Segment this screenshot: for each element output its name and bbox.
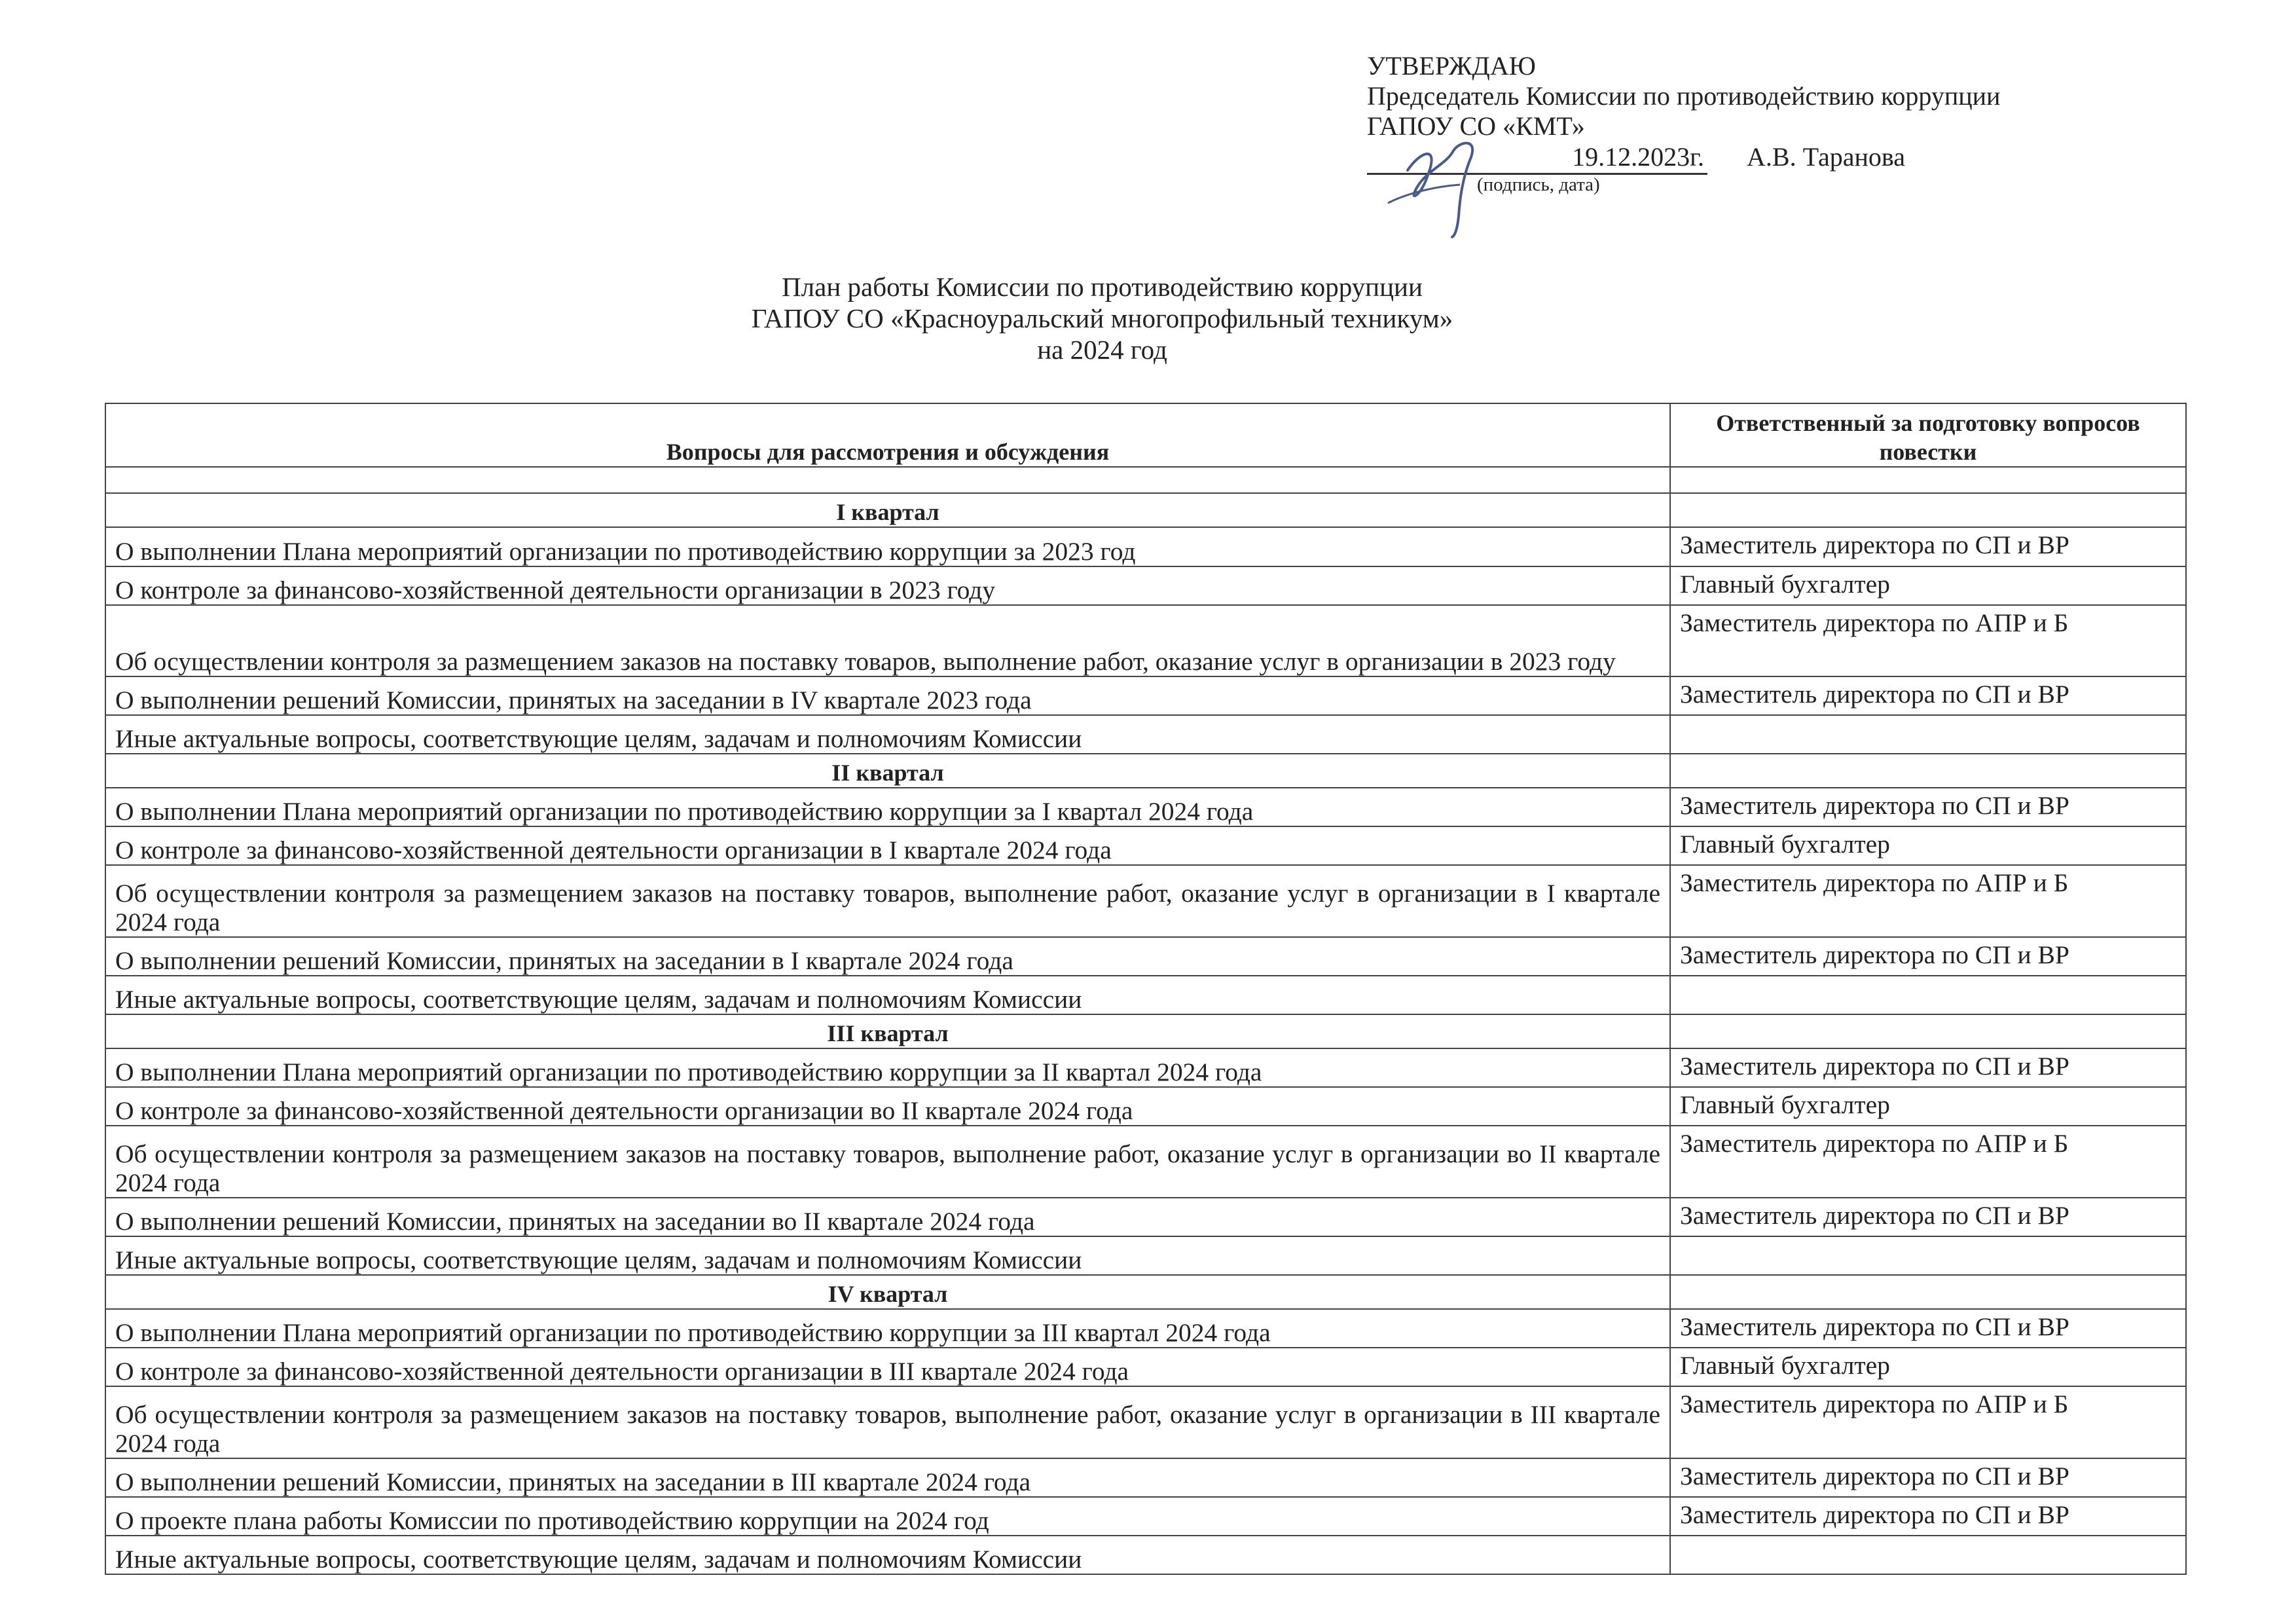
quarter-empty-cell — [1670, 1014, 2186, 1048]
table-row — [105, 788, 2186, 826]
responsible-cell: Заместитель директора по АПР и Б — [1670, 1126, 2186, 1197]
responsible-cell: Заместитель директора по СП и ВР — [1670, 1458, 2186, 1497]
quarter-empty-cell — [1670, 754, 2186, 788]
question-cell: О проекте плана работы Комиссии по противодействию коррупции на 2024 год — [105, 1497, 1670, 1536]
question-cell: О выполнении решений Комиссии, принятых на заседании в III квартале 2024 года — [105, 1458, 1670, 1497]
quarter-row — [105, 1014, 2186, 1048]
question-cell: Иные актуальные вопросы, соответствующие целям, задачам и полномочиям Комиссии — [105, 1536, 1670, 1574]
table-header-row — [105, 403, 2186, 467]
responsible-cell: Заместитель директора по АПР и Б — [1670, 1386, 2186, 1458]
table-row — [105, 865, 2186, 936]
quarter-row — [105, 1275, 2186, 1309]
plan-title — [0, 271, 2296, 365]
responsible-cell: Заместитель директора по СП и ВР — [1670, 1198, 2186, 1236]
responsible-cell: Заместитель директора по СП и ВР — [1670, 788, 2186, 826]
responsible-cell — [1670, 1236, 2186, 1275]
quarter-label: II квартал — [105, 754, 1670, 788]
table-row — [105, 605, 2186, 676]
table-row — [105, 715, 2186, 754]
approval-position: Председатель Комиссии по противодействию коррупции — [1367, 81, 2001, 111]
question-cell: Иные актуальные вопросы, соответствующие целям, задачам и полномочиям Комиссии — [105, 976, 1670, 1014]
responsible-cell — [1670, 1536, 2186, 1574]
signature-caption: (подпись, дата) — [1477, 174, 1600, 195]
quarter-label: IV квартал — [105, 1275, 1670, 1309]
table-row — [105, 1236, 2186, 1275]
table-row — [105, 1309, 2186, 1348]
header-responsible: Ответственный за подготовку вопросов повестки — [1670, 403, 2186, 467]
handwritten-signature — [1381, 124, 1506, 239]
table-row — [105, 1497, 2186, 1536]
table-body — [105, 493, 2186, 1574]
table-row — [105, 566, 2186, 605]
responsible-cell: Заместитель директора по СП и ВР — [1670, 1309, 2186, 1348]
question-cell: О контроле за финансово-хозяйственной деятельности организации в I квартале 2024 года — [105, 826, 1670, 865]
table-row — [105, 1126, 2186, 1197]
question-cell: Об осуществлении контроля за размещением заказов на поставку товаров, выполнение работ, оказание услуг в организации в I квартале 2024 года — [105, 865, 1670, 936]
table-row — [105, 527, 2186, 566]
responsible-cell: Заместитель директора по АПР и Б — [1670, 605, 2186, 676]
responsible-cell: Главный бухгалтер — [1670, 826, 2186, 865]
question-cell: О выполнении Плана мероприятий организации по противодействию коррупции за 2023 год — [105, 527, 1670, 566]
approval-date: 19.12.2023г. — [1367, 141, 1707, 175]
table-spacer-row — [105, 467, 2186, 493]
approval-organization: ГАПОУ СО «КМТ» — [1367, 111, 1585, 141]
question-cell: О выполнении решений Комиссии, принятых на заседании во II квартале 2024 года — [105, 1198, 1670, 1236]
table-row — [105, 937, 2186, 976]
question-cell: О контроле за финансово-хозяйственной деятельности организации в III квартале 2024 года — [105, 1348, 1670, 1386]
responsible-cell: Заместитель директора по СП и ВР — [1670, 1497, 2186, 1536]
question-cell: О контроле за финансово-хозяйственной деятельности организации во II квартале 2024 года — [105, 1087, 1670, 1126]
responsible-cell: Заместитель директора по СП и ВР — [1670, 937, 2186, 976]
quarter-empty-cell — [1670, 493, 2186, 527]
responsible-cell: Заместитель директора по СП и ВР — [1670, 527, 2186, 566]
responsible-cell: Главный бухгалтер — [1670, 1087, 2186, 1126]
question-cell: О выполнении решений Комиссии, принятых на заседании в IV квартале 2023 года — [105, 676, 1670, 715]
title-line-1: План работы Комиссии по противодействию коррупции — [782, 272, 1423, 302]
question-cell: О выполнении Плана мероприятий организации по противодействию коррупции за I квартал 2024 года — [105, 788, 1670, 826]
title-line-3: на 2024 год — [1037, 335, 1167, 365]
responsible-cell: Заместитель директора по СП и ВР — [1670, 1048, 2186, 1087]
header-question: Вопросы для рассмотрения и обсуждения — [105, 403, 1670, 467]
responsible-cell — [1670, 976, 2186, 1014]
quarter-label: I квартал — [105, 493, 1670, 527]
quarter-label: III квартал — [105, 1014, 1670, 1048]
question-cell: Об осуществлении контроля за размещением заказов на поставку товаров, выполнение работ, оказание услуг в организации в 2023 году — [105, 605, 1670, 676]
approval-stamp: УТВЕРЖДАЮ — [1367, 51, 1536, 81]
table-row — [105, 976, 2186, 1014]
title-line-2: ГАПОУ СО «Красноуральский многопрофильный техникум» — [751, 303, 1453, 333]
question-cell: О выполнении решений Комиссии, принятых на заседании в I квартале 2024 года — [105, 937, 1670, 976]
question-cell: Об осуществлении контроля за размещением заказов на поставку товаров, выполнение работ, оказание услуг в организации в III квартале 2024 года — [105, 1386, 1670, 1458]
responsible-cell — [1670, 715, 2186, 754]
table-row — [105, 1458, 2186, 1497]
question-cell: Иные актуальные вопросы, соответствующие целям, задачам и полномочиям Комиссии — [105, 715, 1670, 754]
responsible-cell: Главный бухгалтер — [1670, 1348, 2186, 1386]
table-row — [105, 1087, 2186, 1126]
table-row — [105, 1536, 2186, 1574]
approver-name: А.В. Таранова — [1747, 142, 1906, 172]
quarter-empty-cell — [1670, 1275, 2186, 1309]
question-cell: Иные актуальные вопросы, соответствующие целям, задачам и полномочиям Комиссии — [105, 1236, 1670, 1275]
table-row — [105, 676, 2186, 715]
quarter-row — [105, 493, 2186, 527]
table-row — [105, 826, 2186, 865]
quarter-row — [105, 754, 2186, 788]
responsible-cell: Заместитель директора по СП и ВР — [1670, 676, 2186, 715]
responsible-cell: Заместитель директора по АПР и Б — [1670, 865, 2186, 936]
responsible-cell: Главный бухгалтер — [1670, 566, 2186, 605]
question-cell: О выполнении Плана мероприятий организации по противодействию коррупции за II квартал 2024 года — [105, 1048, 1670, 1087]
plan-table-container — [105, 403, 2187, 1575]
plan-table — [105, 403, 2187, 1575]
table-row — [105, 1048, 2186, 1087]
table-row — [105, 1198, 2186, 1236]
question-cell: Об осуществлении контроля за размещением заказов на поставку товаров, выполнение работ, оказание услуг в организации во II квартале 2024 года — [105, 1126, 1670, 1197]
table-row — [105, 1348, 2186, 1386]
question-cell: О выполнении Плана мероприятий организации по противодействию коррупции за III квартал 2024 года — [105, 1309, 1670, 1348]
table-row — [105, 1386, 2186, 1458]
question-cell: О контроле за финансово-хозяйственной деятельности организации в 2023 году — [105, 566, 1670, 605]
